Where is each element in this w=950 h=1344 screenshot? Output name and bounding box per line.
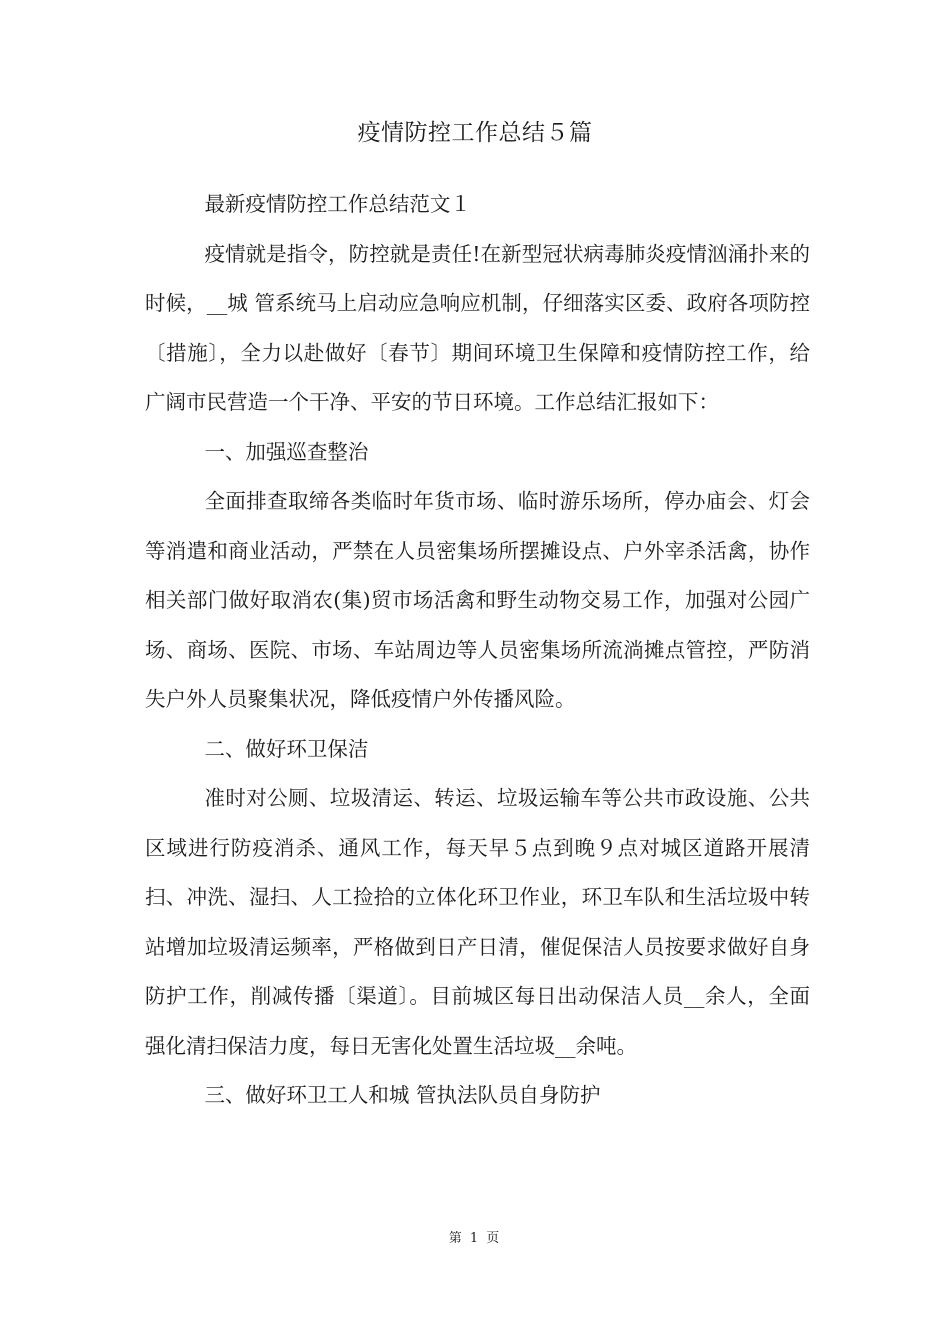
document-title: 疫情防控工作总结５篇 — [357, 120, 593, 146]
intro-paragraph: 疫情就是指令，防控就是责任!在新型冠状病毒肺炎疫情汹涌扑来的时候，__城 管系统马上启动应急响应机制，仔细落实区委、政府各项防控〔措施〕，全力以赴做好〔春节〕期间环境卫生保障和疫情防控工作，给广阔市民营造一个干净、平安的节日环境。工作总结汇报如下： — [145, 241, 810, 414]
section-paragraph-2: 准时对公厕、垃圾清运、转运、垃圾运输车等公共市政设施、公共区域进行防疫消杀、通风工作，每天早５点到晚９点对城区道路开展清扫、冲洗、湿扫、人工捡拾的立体化环卫作业，环卫车队和生活垃圾中转站增加垃圾清运频率，严格做到日产日清，催促保洁人员按要求做好自身防护工作，削减传播〔渠道〕。目前城区每日出动保洁人员__余人，全面强化清扫保洁力度，每日无害化处置生活垃圾__余吨。 — [145, 786, 810, 1058]
document-body — [145, 180, 810, 1121]
section-paragraph-1: 全面排查取缔各类临时年货市场、临时游乐场所，停办庙会、灯会等消遣和商业活动，严禁在人员密集场所摆摊设点、户外宰杀活禽，协作相关部门做好取消农(集)贸市场活禽和野生动物交易工作，加强对公园广场、商场、医院、市场、车站周边等人员密集场所流淌摊点管控，严防消失户外人员聚集状况，降低疫情户外传播风险。 — [145, 489, 810, 711]
section-heading-1: 一、加强巡查整治 — [204, 439, 369, 464]
section-heading-3: 三、做好环卫工人和城 管执法队员自身防护 — [204, 1083, 601, 1107]
page-number: 第 1 页 — [448, 1231, 502, 1246]
subtitle-paragraph: 最新疫情防控工作总结范文１ — [204, 192, 471, 216]
section-heading-2: 二、做好环卫保洁 — [204, 736, 369, 761]
